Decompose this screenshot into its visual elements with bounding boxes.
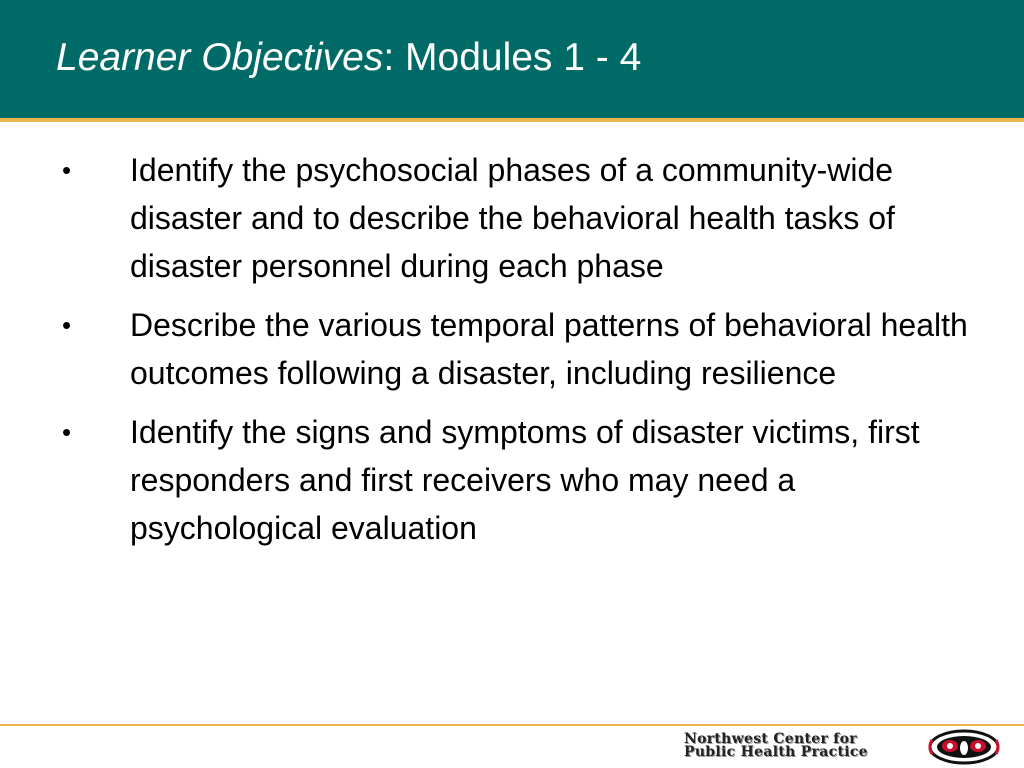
bullet-text: Identify the signs and symptoms of disaster victims, first responders and first receivers who may need a psychological evaluation [130,414,920,546]
logo-line-2: Public Health Practice [684,744,868,760]
slide-title [56,34,641,82]
bullet-text: Identify the psychosocial phases of a community-wide disaster and to describe the behavioral health tasks of disaster personnel during each phase [130,152,895,284]
organization-logo [684,733,868,759]
bullet-text: Describe the various temporal patterns of behavioral health outcomes following a disaster, including resilience [130,307,968,391]
bullet-marker: • [62,417,72,447]
bullet-marker: • [62,155,72,185]
list-item [0,301,970,397]
footer-divider [0,724,1024,726]
tribal-art-emblem-icon [926,728,1002,766]
list-item [0,146,970,290]
bullet-marker: • [62,310,72,340]
logo-line-1: Northwest Center for [684,731,857,747]
title-italic: Learner Objectives [56,36,384,79]
title-underline [0,118,1024,122]
list-item [0,408,970,552]
objectives-list [0,146,1024,563]
title-rest: : Modules 1 - 4 [383,36,642,79]
title-bar [0,0,1024,118]
